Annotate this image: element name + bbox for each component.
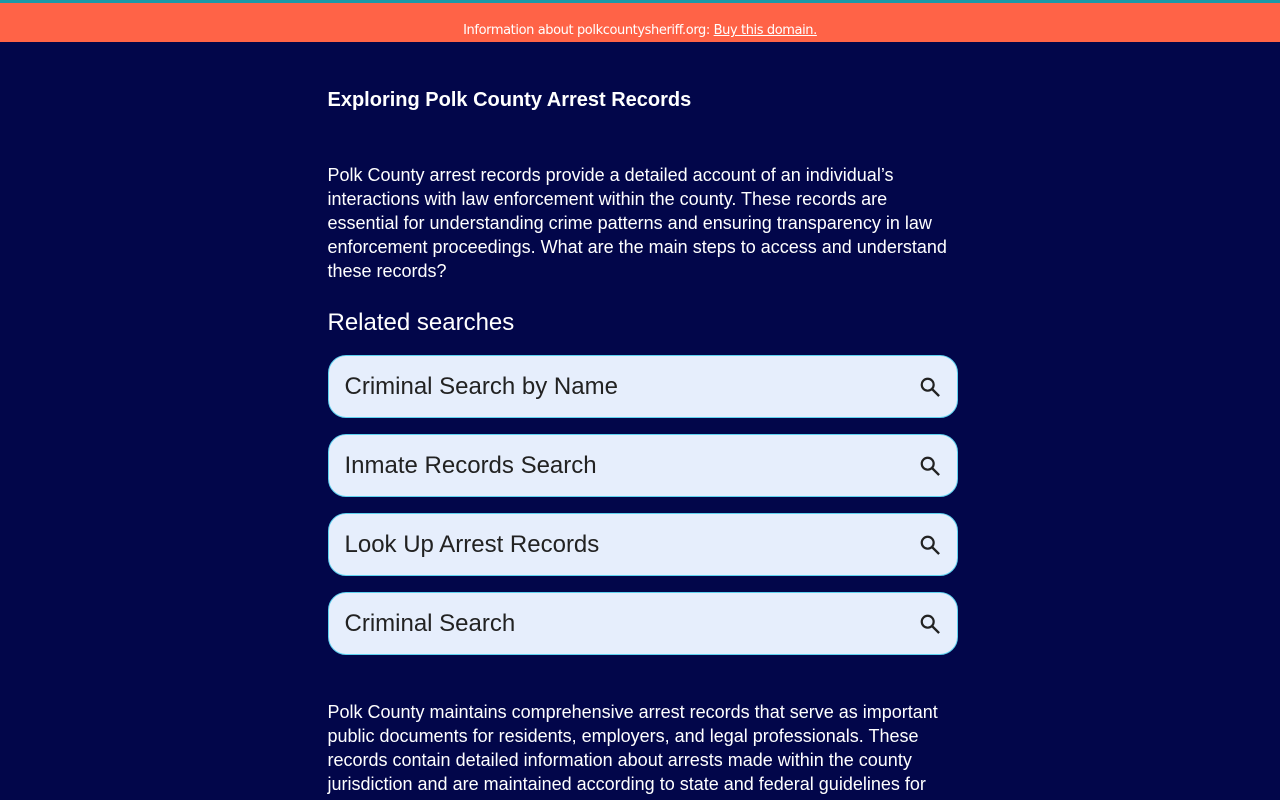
search-icon: [918, 454, 942, 478]
related-search-label: Inmate Records Search: [344, 451, 597, 479]
related-search-item[interactable]: [328, 355, 958, 418]
related-searches-heading: Related searches: [327, 309, 515, 336]
body-paragraph: Polk County maintains comprehensive arrest records that serve as important public documents for residents, employers, and legal professionals. These records contain detailed information about arrests made within the county jurisdiction and are maintained according to state and federal guidelines for: [327, 702, 938, 794]
related-search-item[interactable]: [328, 513, 958, 576]
related-search-label: Criminal Search: [344, 609, 516, 637]
related-search-label: Look Up Arrest Records: [344, 530, 600, 558]
related-search-item[interactable]: [328, 592, 958, 655]
related-search-item[interactable]: [328, 434, 958, 497]
intro-paragraph: Polk County arrest records provide a detailed account of an individual’s interactions with law enforcement within the county. These records are essential for understanding crime patterns and ensuring transparency in law enforcement proceedings. What are the main steps to access and understand these records?: [327, 165, 947, 281]
search-icon: [918, 375, 942, 399]
main-content: [323, 42, 958, 796]
search-icon: [918, 533, 942, 557]
search-icon: [918, 612, 942, 636]
page-title: Exploring Polk County Arrest Records: [327, 89, 692, 111]
domain-banner: [0, 3, 1280, 42]
banner-info-text: Information about polkcountysheriff.org:: [463, 23, 710, 38]
related-search-label: Criminal Search by Name: [344, 372, 618, 400]
buy-domain-link[interactable]: Buy this domain.: [713, 23, 817, 38]
related-searches-list: [328, 355, 958, 655]
banner-content: [463, 23, 817, 42]
